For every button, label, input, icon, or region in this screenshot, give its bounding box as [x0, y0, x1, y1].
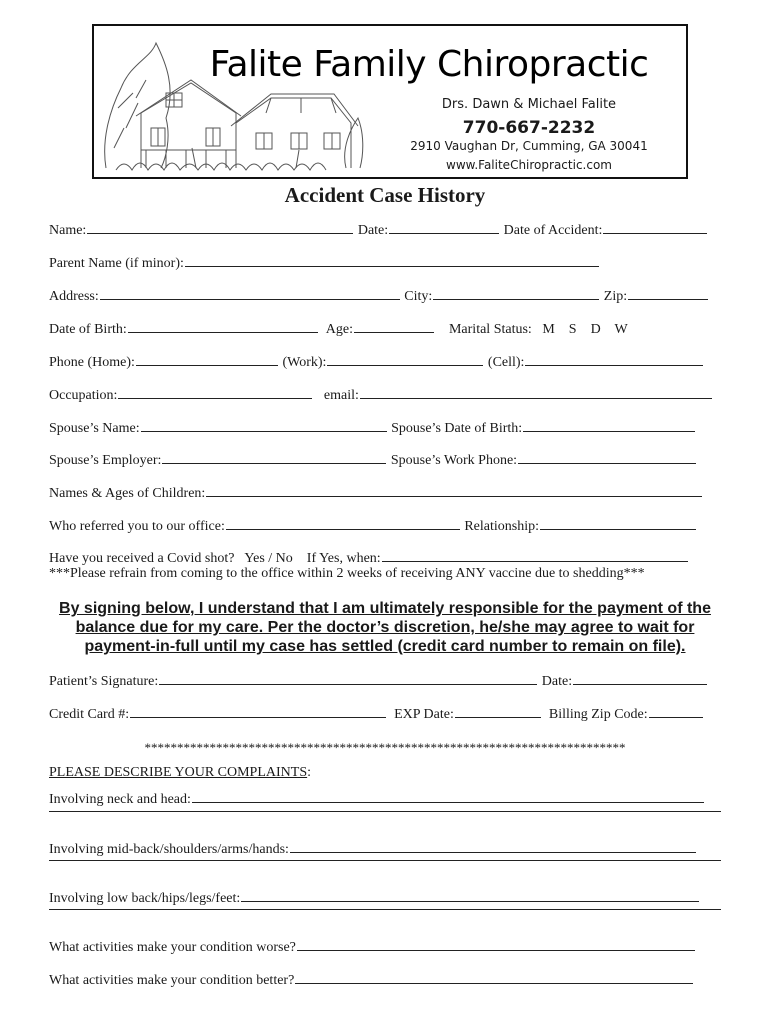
- form-title: Accident Case History: [284, 183, 486, 207]
- name-row: [49, 221, 708, 239]
- spouse-work-phone-field[interactable]: [518, 451, 696, 464]
- marital-option-w[interactable]: W: [614, 322, 628, 337]
- marital-status-label: Marital Status:: [448, 322, 532, 337]
- date-of-accident-field[interactable]: [603, 221, 707, 234]
- phone-cell-label: (Cell):: [487, 355, 525, 370]
- phone-home-field[interactable]: [136, 353, 278, 366]
- billing-zip-field[interactable]: [649, 705, 703, 718]
- spouse-dob-label: Spouse’s Date of Birth:: [391, 421, 523, 436]
- midback-field[interactable]: [290, 840, 696, 853]
- covid-row: [49, 549, 689, 567]
- spouse-work-phone-label: Spouse’s Work Phone:: [390, 453, 518, 468]
- date-label: Date:: [357, 223, 389, 238]
- credit-card-row: [49, 705, 704, 723]
- occupation-label: Occupation:: [49, 388, 118, 403]
- clinic-address: 2910 Vaughan Dr, Cumming, GA 30041: [410, 139, 648, 153]
- referred-row: [49, 517, 697, 535]
- neck-label: Involving neck and head:: [49, 792, 191, 807]
- children-field[interactable]: [206, 484, 702, 497]
- lowback-extra-line[interactable]: [49, 909, 721, 910]
- midback-row: [49, 840, 697, 858]
- phone-cell-field[interactable]: [525, 353, 703, 366]
- clinic-header: [92, 24, 688, 179]
- spouse-employer-row: [49, 451, 697, 469]
- marital-option-d[interactable]: D: [590, 322, 601, 337]
- phone-home-label: Phone (Home):: [49, 355, 135, 370]
- spouse-employer-field[interactable]: [162, 451, 386, 464]
- worse-field[interactable]: [297, 938, 695, 951]
- neck-row: [49, 790, 705, 808]
- occupation-field[interactable]: [118, 386, 312, 399]
- credit-card-field[interactable]: [130, 705, 386, 718]
- complaints-heading-row: [49, 765, 311, 781]
- dob-field[interactable]: [128, 320, 318, 333]
- referred-label: Who referred you to our office:: [49, 519, 225, 534]
- name-label: Name:: [49, 223, 87, 238]
- dob-row: [49, 320, 628, 338]
- neck-field[interactable]: [192, 790, 704, 803]
- signature-date-label: Date:: [541, 674, 573, 689]
- spouse-dob-field[interactable]: [523, 419, 695, 432]
- parent-name-row: [49, 254, 600, 272]
- signature-row: [49, 672, 708, 690]
- credit-card-label: Credit Card #:: [49, 707, 130, 722]
- name-field[interactable]: [87, 221, 353, 234]
- covid-notice: ***Please refrain from coming to the office within 2 weeks of receiving ANY vaccine due to shedding***: [49, 566, 645, 581]
- spouse-name-field[interactable]: [141, 419, 387, 432]
- address-label: Address:: [49, 289, 99, 304]
- midback-label: Involving mid-back/shoulders/arms/hands:: [49, 842, 289, 857]
- phone-row: [49, 353, 704, 371]
- midback-extra-line[interactable]: [49, 860, 721, 861]
- parent-name-label: Parent Name (if minor):: [49, 256, 184, 271]
- lowback-field[interactable]: [241, 889, 699, 902]
- marital-option-m[interactable]: M: [542, 322, 555, 337]
- age-label: Age:: [325, 322, 353, 337]
- exp-date-label: EXP Date:: [394, 707, 454, 722]
- exp-date-field[interactable]: [455, 705, 541, 718]
- dob-label: Date of Birth:: [49, 322, 127, 337]
- signature-label: Patient’s Signature:: [49, 674, 159, 689]
- children-label: Names & Ages of Children:: [49, 486, 206, 501]
- email-label: email:: [323, 388, 359, 403]
- spouse-name-row: [49, 419, 696, 437]
- date-of-accident-label: Date of Accident:: [503, 223, 603, 238]
- covid-when-field[interactable]: [382, 549, 688, 562]
- complaints-heading: PLEASE DESCRIBE YOUR COMPLAINTS: [49, 765, 308, 780]
- zip-label: Zip:: [603, 289, 628, 304]
- better-row: [49, 971, 694, 989]
- children-row: [49, 484, 703, 502]
- notice-line-3: payment-in-full until my case has settled (credit card number to remain on file).: [84, 638, 686, 655]
- clinic-website: www.FaliteChiropractic.com: [446, 158, 612, 172]
- phone-work-field[interactable]: [327, 353, 483, 366]
- clinic-phone: 770-667-2232: [462, 118, 596, 138]
- phone-work-label: (Work):: [282, 355, 327, 370]
- clinic-name: Falite Family Chiropractic: [209, 44, 649, 85]
- spouse-name-label: Spouse’s Name:: [49, 421, 140, 436]
- age-field[interactable]: [354, 320, 434, 333]
- section-separator: **************************************************************************: [144, 740, 626, 755]
- relationship-label: Relationship:: [464, 519, 540, 534]
- complaints-colon: :: [307, 765, 312, 780]
- covid-label: Have you received a Covid shot? Yes / No If Yes, when:: [49, 551, 381, 566]
- lowback-label: Involving low back/hips/legs/feet:: [49, 891, 241, 906]
- signature-field[interactable]: [159, 672, 537, 685]
- notice-line-1: By signing below, I understand that I am ultimately responsible for the payment of the: [59, 600, 711, 617]
- referred-field[interactable]: [226, 517, 460, 530]
- notice-line-2: balance due for my care. Per the doctor’s discretion, he/she may agree to wait for: [75, 619, 695, 636]
- worse-row: [49, 938, 696, 956]
- marital-option-s[interactable]: S: [568, 322, 577, 337]
- lowback-row: [49, 889, 700, 907]
- parent-name-field[interactable]: [185, 254, 599, 267]
- worse-label: What activities make your condition worse?: [49, 940, 296, 955]
- spouse-employer-label: Spouse’s Employer:: [49, 453, 162, 468]
- payment-responsibility-notice: [40, 599, 730, 656]
- occupation-row: [49, 386, 713, 404]
- relationship-field[interactable]: [540, 517, 696, 530]
- email-field[interactable]: [360, 386, 712, 399]
- address-field[interactable]: [100, 287, 400, 300]
- date-field[interactable]: [389, 221, 499, 234]
- address-row: [49, 287, 709, 305]
- billing-zip-label: Billing Zip Code:: [548, 707, 648, 722]
- signature-date-field[interactable]: [573, 672, 707, 685]
- better-field[interactable]: [295, 971, 693, 984]
- better-label: What activities make your condition better?: [49, 973, 295, 988]
- zip-field[interactable]: [628, 287, 708, 300]
- city-field[interactable]: [433, 287, 599, 300]
- doctors-names: Drs. Dawn & Michael Falite: [441, 97, 617, 112]
- city-label: City:: [404, 289, 433, 304]
- neck-extra-line[interactable]: [49, 811, 721, 812]
